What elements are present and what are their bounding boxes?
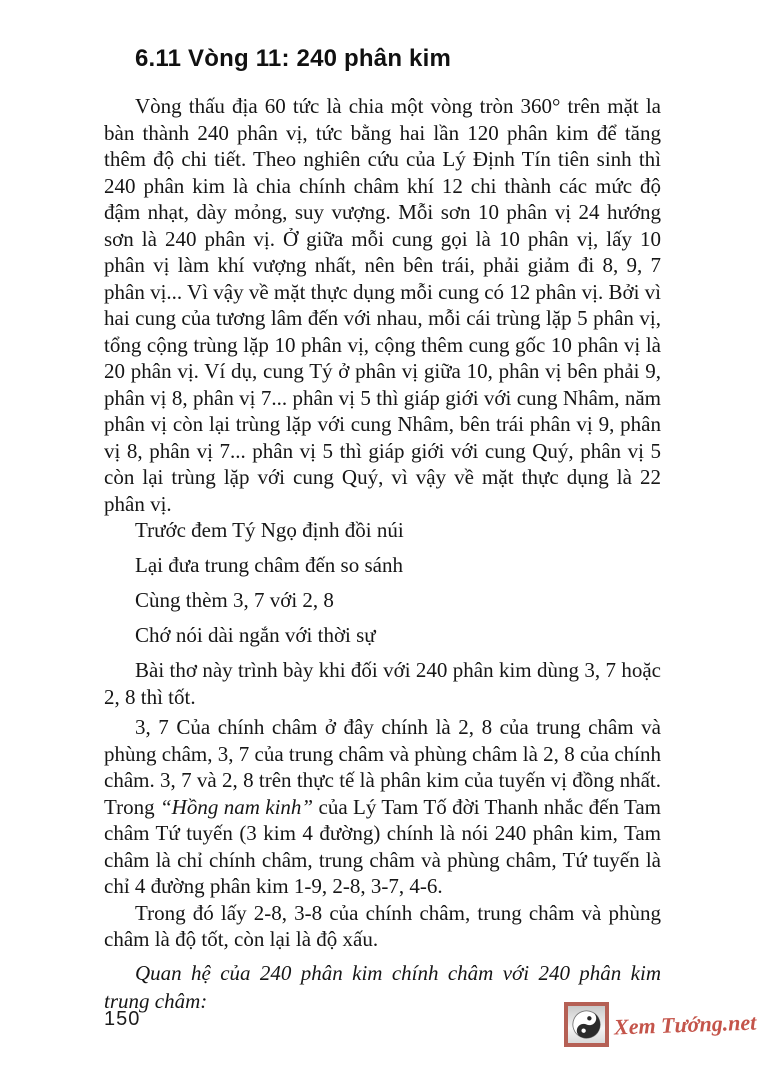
watermark-text: Xem Tướng.net — [613, 1009, 757, 1039]
poem-line-4: Chớ nói dài ngắn với thời sự — [135, 623, 376, 647]
poem-line-2: Lại đưa trung châm đến so sánh — [135, 553, 403, 577]
paragraph-relation-lead-in: Quan hệ của 240 phân kim chính châm với 240 phân kim trung châm: — [104, 960, 661, 1013]
paragraph-poem-note: Bài thơ này trình bày khi đối với 240 phân kim dùng 3, 7 hoặc 2, 8 thì tốt. — [104, 658, 661, 709]
paragraph-explanation — [104, 714, 661, 900]
paragraph-good-bad-degrees: Trong đó lấy 2-8, 3-8 của chính châm, trung châm và phùng châm là độ tốt, còn lại là độ xấu. — [104, 900, 661, 951]
page-number: 150 — [104, 1008, 141, 1030]
book-title-quote: “Hồng nam kinh” — [159, 794, 314, 819]
paragraph-intro: Vòng thấu địa 60 tức là chia một vòng tròn 360° trên mặt la bàn thành 240 phân vị, tức bằng hai lần 120 phân kim để tăng thêm độ chi tiết. Theo nghiên cứu của Lý Định Tín tiên sinh thì 240 phân kim là chia chính châm khí 12 chi thành các mức độ đậm nhạt, dày mỏng, suy vượng. Mỗi sơn 10 phân vị 24 hướng sơn là 240 phân vị. Ở giữa mỗi cung gọi là 10 phân vị, lấy 10 phân vị làm khí vượng nhất, nên bên trái, phải giảm đi 8, 9, 7 phân vị... Vì vậy về mặt thực dụng mỗi cung có 12 phân vị. Bởi vì hai cung của tương lâm đến với nhau, mỗi cái trùng lặp 5 phân vị, tổng cộng trùng lặp 10 phân vị, cộng thêm cung gốc 10 phân vị là 20 phân vị. Ví dụ, cung Tý ở phân vị giữa 10, phân vị bên phải 9, phân vị 8, phân vị 7... phân vị 5 thì giáp giới với cung Nhâm, năm phân vị còn lại trùng lặp với cung Nhâm, bên trái phân vị 9, phân vị 8, phân vị 7... phân vị 5 thì giáp giới với cung Quý, phân vị 5 còn lại trùng lặp với cung Quý, vì vậy về mặt thực dụng là 22 phân vị. — [104, 94, 661, 516]
text-run-after-quote: của Lý Tam Tố đời Thanh nhắc đến Tam châm Tứ tuyến (3 kim 4 đường) chính là nói 240 phân kim, Tam châm là chỉ chính châm, trung châm và phùng châm, Tứ tuyến là chỉ 4 đường phân kim 1-9, 2-8, 3-7, 4-6. — [104, 794, 661, 898]
yin-yang-icon — [564, 1002, 609, 1047]
watermark — [564, 1002, 756, 1047]
text-column — [104, 0, 661, 1015]
section-heading: 6.11 Vòng 11: 240 phân kim — [135, 45, 452, 72]
poem-line-1: Trước đem Tý Ngọ định đồi núi — [135, 518, 404, 542]
text-run-before-quote: 3, 7 Của chính châm ở đây chính là 2, 8 của trung châm và phùng châm, 3, 7 của trung châm và phùng châm là 2, 8 của chính châm. 3, 7 và 2, 8 trên thực tế là phân kim của tuyến vị đồng nhất. Trong — [104, 715, 661, 819]
poem-block — [104, 517, 661, 649]
poem-line-3: Cùng thèm 3, 7 với 2, 8 — [135, 588, 334, 612]
